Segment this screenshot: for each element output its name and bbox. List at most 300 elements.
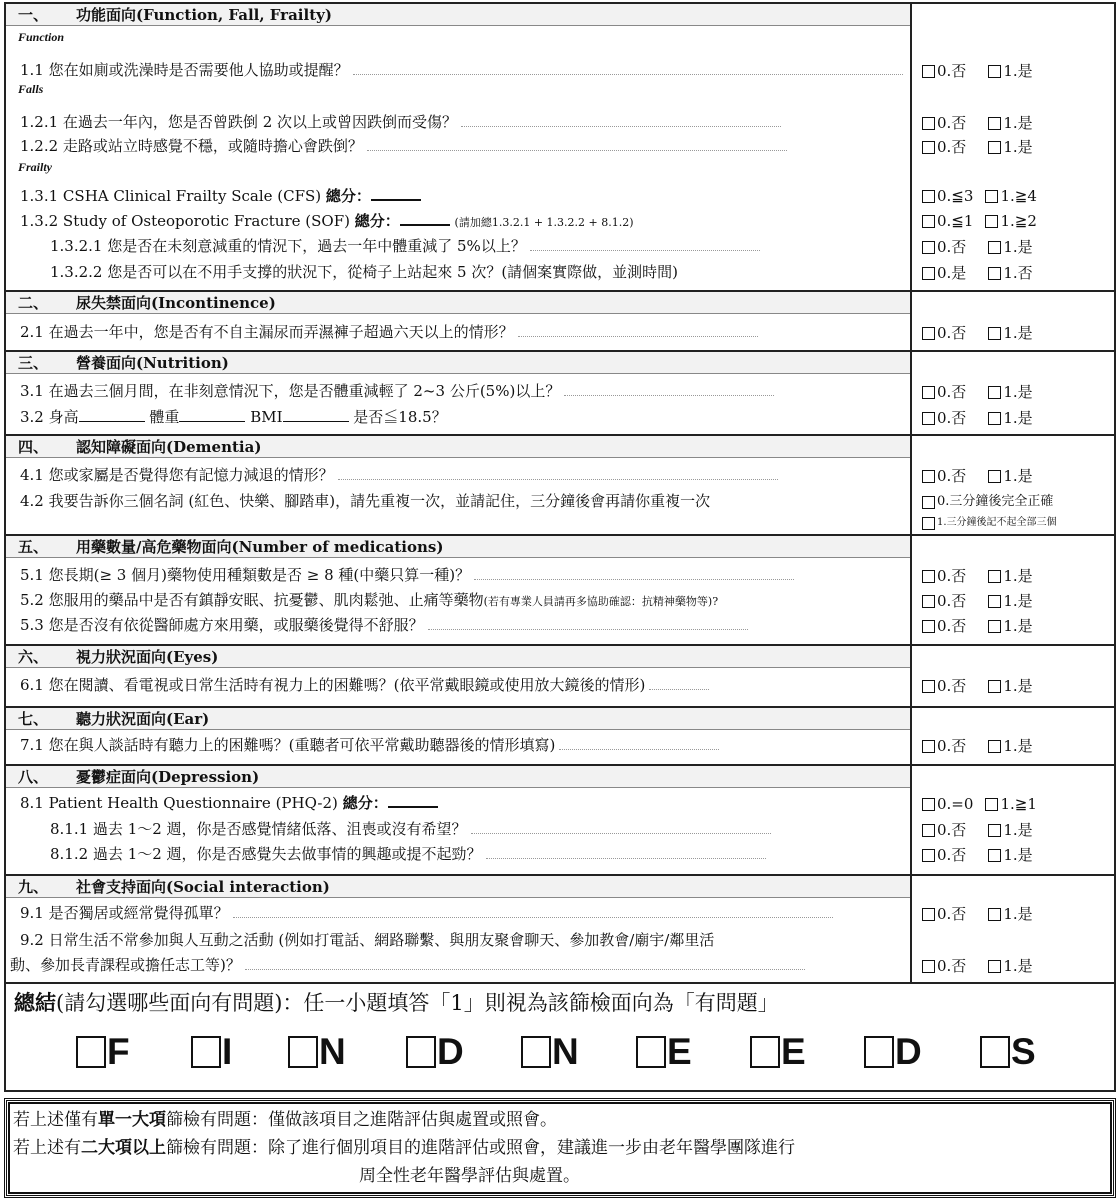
- dotted-leader: [649, 675, 709, 690]
- option-label: 1.是: [1003, 62, 1033, 80]
- note-text: 若上述僅有: [13, 1110, 98, 1130]
- section-title: 認知障礙面向(Dementia): [76, 438, 262, 456]
- checkbox[interactable]: [922, 960, 935, 973]
- section-number: 三、: [18, 354, 49, 372]
- checkbox[interactable]: [922, 570, 935, 583]
- option-no[interactable]: [922, 380, 966, 404]
- checkbox[interactable]: [988, 908, 1001, 921]
- question-text: 1.3.2.1 您是否在未刻意減重的情況下，過去一年中體重減了 5%以上？: [50, 237, 526, 255]
- option-label: 1.是: [1003, 383, 1033, 401]
- checkbox[interactable]: [922, 141, 935, 154]
- option-no[interactable]: [922, 589, 966, 613]
- option-recall-ok[interactable]: [922, 490, 1053, 514]
- checkbox[interactable]: [988, 65, 1001, 78]
- option-label: 0.≦1: [937, 212, 974, 230]
- option-label: 1.是: [1003, 467, 1033, 485]
- note-line-3: 周全性老年醫學評估與處置。: [359, 1166, 580, 1186]
- answer-2-1: [922, 321, 1055, 345]
- checkbox[interactable]: [988, 849, 1001, 862]
- note-line-1: [13, 1107, 557, 1133]
- option-label: 1.是: [1003, 905, 1033, 923]
- domain-check-f[interactable]: [76, 1032, 130, 1072]
- section-header-medications: [6, 536, 910, 558]
- option-label: 0.否: [937, 905, 967, 923]
- dotted-leader: [338, 465, 778, 480]
- option-yes[interactable]: [988, 902, 1032, 926]
- section-number: 六、: [18, 648, 49, 666]
- section-number: 五、: [18, 538, 49, 556]
- section-title: 功能面向(Function, Fall, Frailty): [76, 6, 332, 24]
- section-header-depression: [6, 766, 910, 788]
- checkbox[interactable]: [864, 1036, 894, 1068]
- question-1-2-1: [20, 110, 904, 134]
- option-no[interactable]: [922, 843, 966, 867]
- option-label: 1.是: [1003, 737, 1033, 755]
- option-recall-fail[interactable]: [922, 514, 1057, 532]
- option-label: 1.是: [1003, 567, 1033, 585]
- section-number: 一、: [18, 6, 49, 24]
- checkbox[interactable]: [922, 680, 935, 693]
- option-label: 1.≧1: [1000, 795, 1037, 813]
- checkbox[interactable]: [988, 470, 1001, 483]
- answer-5-1: [922, 564, 1055, 588]
- note-text: 篩檢有問題：僅做該項目之進階評估與處置或照會。: [166, 1110, 557, 1130]
- answer-1-2-2: [922, 135, 1055, 159]
- checkbox[interactable]: [988, 267, 1001, 280]
- checkbox[interactable]: [191, 1036, 221, 1068]
- section-ear: [6, 708, 1114, 764]
- score-blank[interactable]: [388, 794, 438, 808]
- domain-letter: D: [437, 1031, 464, 1072]
- question-9-2-cont: [10, 953, 904, 977]
- answer-4-2-fail: [922, 514, 1079, 532]
- section-header-function: [6, 4, 910, 26]
- dotted-leader: [564, 381, 774, 396]
- dotted-leader: [367, 136, 787, 151]
- column-divider: [910, 436, 912, 534]
- domain-letter: E: [667, 1031, 692, 1072]
- section-number: 二、: [18, 294, 49, 312]
- weight-label: 體重: [149, 408, 180, 426]
- question-text: 9.2 日常生活不常參加與人互動之活動 (例如打電話、網路聯繫、與朋友聚會聊天、參加教會/廟宇/鄰里活: [20, 931, 715, 949]
- option-yes[interactable]: [988, 59, 1032, 83]
- question-6-1: [20, 673, 904, 697]
- checkbox[interactable]: [985, 798, 998, 811]
- answer-6-1: [922, 674, 1055, 698]
- option-label: 0.否: [937, 957, 967, 975]
- checkbox[interactable]: [406, 1036, 436, 1068]
- checkbox[interactable]: [988, 412, 1001, 425]
- checkbox[interactable]: [985, 190, 998, 203]
- domain-letter: D: [895, 1031, 922, 1072]
- option-yes[interactable]: [988, 674, 1032, 698]
- section-title: 營養面向(Nutrition): [76, 354, 229, 372]
- question-text: 1.2.1 在過去一年內，您是否曾跌倒 2 次以上或曾因跌倒而受傷？: [20, 113, 458, 131]
- column-divider: [910, 646, 912, 706]
- column-divider: [910, 708, 912, 764]
- column-divider: [910, 292, 912, 350]
- bmi-question: 是否≦18.5？: [353, 408, 447, 426]
- option-yes[interactable]: [988, 843, 1032, 867]
- option-no[interactable]: [922, 954, 966, 978]
- guidance-note: [4, 1098, 1116, 1198]
- checkbox[interactable]: [980, 1036, 1010, 1068]
- option-label: 1.是: [1003, 114, 1033, 132]
- question-5-2: [20, 588, 904, 612]
- section-nutrition: [6, 352, 1114, 434]
- column-divider: [910, 4, 912, 290]
- answer-1-3-1: [922, 184, 1059, 208]
- option-label: 1.是: [1003, 324, 1033, 342]
- question-9-1: [20, 901, 904, 925]
- option-yes[interactable]: [988, 406, 1032, 430]
- option-label: 0.否: [937, 567, 967, 585]
- section-divider: [6, 982, 1114, 984]
- option-yes[interactable]: [988, 734, 1032, 758]
- checkbox[interactable]: [76, 1036, 106, 1068]
- section-medications: [6, 536, 1114, 644]
- option-label: 0.=0: [937, 795, 974, 813]
- section-number: 四、: [18, 438, 49, 456]
- option-label: 0.否: [937, 677, 967, 695]
- option-label: 1.是: [1003, 617, 1033, 635]
- weight-blank[interactable]: [179, 409, 245, 422]
- option-le1[interactable]: [922, 209, 973, 233]
- domain-check-n[interactable]: [288, 1032, 346, 1072]
- note-line-2: [13, 1135, 795, 1161]
- checkbox[interactable]: [922, 241, 935, 254]
- medication-note: (若有專業人員請再多協助確認：抗精神藥物等)?: [483, 595, 719, 608]
- option-label: 0.否: [937, 846, 967, 864]
- question-text: 3.1 在過去三個月間，在非刻意情況下，您是否體重減輕了 2~3 公斤(5%)以上？: [20, 382, 561, 400]
- question-5-1: [20, 563, 904, 587]
- checkbox[interactable]: [988, 740, 1001, 753]
- dotted-leader: [518, 322, 758, 337]
- dotted-leader: [245, 955, 805, 970]
- checkbox[interactable]: [922, 798, 935, 811]
- screening-form: [4, 2, 1116, 1092]
- question-1-3-1: [20, 184, 904, 208]
- column-divider: [910, 352, 912, 434]
- domain-check-n2[interactable]: [521, 1032, 579, 1072]
- option-no[interactable]: [922, 674, 966, 698]
- section-header-eyes: [6, 646, 910, 668]
- option-ge4[interactable]: [985, 184, 1036, 208]
- option-yes[interactable]: [988, 818, 1032, 842]
- checkbox[interactable]: [922, 595, 935, 608]
- checkbox[interactable]: [922, 117, 935, 130]
- answer-1-2-1: [922, 111, 1055, 135]
- question-text: 1.3.1 CSHA Clinical Frailty Scale (CFS): [20, 187, 322, 205]
- note-text: 篩檢有問題：除了進行個別項目的進階評估或照會，建議進一步由老年醫學團隊進行: [166, 1138, 795, 1158]
- checkbox[interactable]: [922, 620, 935, 633]
- domain-letter: N: [552, 1031, 579, 1072]
- dotted-leader: [461, 112, 781, 127]
- checkbox[interactable]: [922, 412, 935, 425]
- question-1-3-2-1: [50, 234, 904, 258]
- dotted-leader: [474, 565, 794, 580]
- option-label: 0.否: [937, 409, 967, 427]
- option-no[interactable]: [922, 564, 966, 588]
- question-text: 5.2 您服用的藥品中是否有鎮靜安眠、抗憂鬱、肌肉鬆弛、止痛等藥物: [20, 591, 484, 609]
- answer-4-2-ok: [922, 490, 1075, 514]
- option-no[interactable]: [922, 818, 966, 842]
- subheading-falls: Falls: [18, 82, 44, 96]
- checkbox[interactable]: [988, 241, 1001, 254]
- option-not1[interactable]: [988, 261, 1032, 285]
- option-label: 1.是: [1003, 957, 1033, 975]
- checkbox[interactable]: [922, 267, 935, 280]
- option-ge2[interactable]: [985, 209, 1036, 233]
- checkbox[interactable]: [636, 1036, 666, 1068]
- option-yes[interactable]: [988, 380, 1032, 404]
- answer-3-1: [922, 380, 1055, 404]
- checkbox[interactable]: [922, 190, 935, 203]
- summary-text: (請勾選哪些面向有問題)：任一小題填答「1」則視為該篩檢面向為「有問題」: [56, 991, 779, 1015]
- section-header-ear: [6, 708, 910, 730]
- checkbox[interactable]: [922, 824, 935, 837]
- option-label: 0.是: [937, 264, 967, 282]
- dotted-leader: [353, 60, 904, 75]
- question-text: 7.1 您在與人談話時有聽力上的困難嗎？(重聽者可依平常戴助聽器後的情形填寫): [20, 736, 556, 754]
- option-le3[interactable]: [922, 184, 973, 208]
- option-label: 1.≧2: [1000, 212, 1037, 230]
- checkbox[interactable]: [988, 327, 1001, 340]
- option-yes[interactable]: [988, 614, 1032, 638]
- checkbox[interactable]: [988, 960, 1001, 973]
- question-text: 1.3.2.2 您是否可以在不用手支撐的狀況下，從椅子上站起來 5 次？(請個案實際做，並測時間): [50, 263, 679, 281]
- question-text: 8.1.2 過去 1～2 週，你是否感覺失去做事情的興趣或提不起勁？: [50, 845, 482, 863]
- question-1-3-2-2: [50, 260, 904, 284]
- checkbox[interactable]: [922, 496, 935, 509]
- domain-check-e2[interactable]: [750, 1032, 806, 1072]
- domain-check-i[interactable]: [191, 1032, 232, 1072]
- checkbox[interactable]: [922, 908, 935, 921]
- dotted-leader: [559, 735, 719, 750]
- option-label: 0.否: [937, 592, 967, 610]
- checkbox[interactable]: [922, 849, 935, 862]
- option-yes[interactable]: [988, 464, 1032, 488]
- option-label: 0.否: [937, 467, 967, 485]
- option-label: 1.否: [1003, 264, 1033, 282]
- question-8-1-1: [50, 817, 904, 841]
- checkbox[interactable]: [988, 570, 1001, 583]
- checkbox[interactable]: [985, 215, 998, 228]
- domain-letter: S: [1011, 1031, 1036, 1072]
- option-label: 0.否: [937, 138, 967, 156]
- question-8-1: [20, 791, 904, 815]
- option-no[interactable]: [922, 235, 966, 259]
- option-yes[interactable]: [988, 954, 1032, 978]
- question-text: 1.1 您在如廁或洗澡時是否需要他人協助或提醒？: [20, 61, 349, 79]
- answer-3-2: [922, 406, 1055, 430]
- section-title: 憂鬱症面向(Depression): [76, 768, 260, 786]
- checkbox[interactable]: [922, 215, 935, 228]
- option-yes[interactable]: [988, 589, 1032, 613]
- answer-9-2: [922, 954, 1055, 978]
- score-blank[interactable]: [400, 212, 450, 226]
- section-number: 七、: [18, 710, 49, 728]
- option-yes[interactable]: [988, 235, 1032, 259]
- total-label: 總分：: [342, 794, 388, 812]
- answer-5-3: [922, 614, 1055, 638]
- answer-1-3-2-1: [922, 235, 1055, 259]
- question-text: 8.1 Patient Health Questionnaire (PHQ-2): [20, 794, 338, 812]
- question-text: 4.2 我要告訴你三個名詞 (紅色、快樂、腳踏車)，請先重複一次，並請記住，三分鐘後會再請你重複一次: [20, 492, 711, 510]
- checkbox[interactable]: [988, 824, 1001, 837]
- section-incontinence: [6, 292, 1114, 350]
- section-social: [6, 876, 1114, 982]
- checkbox[interactable]: [988, 117, 1001, 130]
- question-3-2: [20, 405, 904, 429]
- option-ge1[interactable]: [985, 792, 1036, 816]
- option-eq0[interactable]: [922, 792, 973, 816]
- domain-check-d[interactable]: [406, 1032, 464, 1072]
- option-label: 0.否: [937, 737, 967, 755]
- section-header-dementia: [6, 436, 910, 458]
- domain-check-e[interactable]: [636, 1032, 692, 1072]
- checkbox[interactable]: [988, 595, 1001, 608]
- question-3-1: [20, 379, 904, 403]
- dotted-leader: [486, 844, 766, 859]
- section-title: 聽力狀況面向(Ear): [76, 710, 210, 728]
- option-no[interactable]: [922, 59, 966, 83]
- section-eyes: [6, 646, 1114, 706]
- question-4-1: [20, 463, 904, 487]
- answer-1-3-2-2: [922, 261, 1055, 285]
- option-label: 0.否: [937, 324, 967, 342]
- dotted-leader: [530, 236, 760, 251]
- option-label: 1.是: [1003, 821, 1033, 839]
- section-header-nutrition: [6, 352, 910, 374]
- total-label: 總分：: [354, 212, 400, 230]
- section-title: 社會支持面向(Social interaction): [76, 878, 330, 896]
- option-label: 1.≧4: [1000, 187, 1037, 205]
- option-label: 0.否: [937, 62, 967, 80]
- answer-5-2: [922, 589, 1055, 613]
- question-5-3: [20, 613, 904, 637]
- answer-8-1: [922, 792, 1059, 816]
- checkbox[interactable]: [988, 141, 1001, 154]
- answer-1-1: [922, 59, 1055, 83]
- option-yes[interactable]: [988, 321, 1032, 345]
- option-no[interactable]: [922, 614, 966, 638]
- section-depression: [6, 766, 1114, 874]
- section-header-social: [6, 876, 910, 898]
- option-label: 1.三分鐘後記不起全部三個: [937, 517, 1057, 528]
- checkbox[interactable]: [922, 327, 935, 340]
- checkbox[interactable]: [922, 470, 935, 483]
- bmi-label: BMI: [250, 408, 283, 426]
- section-header-incontinence: [6, 292, 910, 314]
- option-no[interactable]: [922, 464, 966, 488]
- checkbox[interactable]: [521, 1036, 551, 1068]
- checkbox[interactable]: [988, 680, 1001, 693]
- checkbox[interactable]: [922, 740, 935, 753]
- option-is0[interactable]: [922, 261, 966, 285]
- question-8-1-2: [50, 842, 904, 866]
- domain-check-d2[interactable]: [864, 1032, 922, 1072]
- note-emphasis: 單一大項: [98, 1110, 166, 1130]
- option-label: 0.否: [937, 383, 967, 401]
- note-text: 若上述有: [13, 1138, 81, 1158]
- option-label: 1.是: [1003, 677, 1033, 695]
- option-label: 0.否: [937, 617, 967, 635]
- option-no[interactable]: [922, 734, 966, 758]
- option-no[interactable]: [922, 406, 966, 430]
- question-text: 4.1 您或家屬是否覺得您有記憶力減退的情形？: [20, 466, 334, 484]
- section-number: 九、: [18, 878, 49, 896]
- checkbox[interactable]: [988, 386, 1001, 399]
- domain-letter: E: [781, 1031, 806, 1072]
- option-label: 1.是: [1003, 138, 1033, 156]
- question-text: 9.1 是否獨居或經常覺得孤單？: [20, 904, 229, 922]
- option-label: 1.是: [1003, 592, 1033, 610]
- section-title: 尿失禁面向(Incontinence): [76, 294, 276, 312]
- question-text: 8.1.1 過去 1～2 週，你是否感覺情緒低落、沮喪或沒有希望？: [50, 820, 467, 838]
- question-text: 動、參加長青課程或擔任志工等)？: [10, 956, 241, 974]
- checkbox[interactable]: [922, 386, 935, 399]
- option-no[interactable]: [922, 135, 966, 159]
- question-text: 1.2.2 走路或站立時感覺不穩，或隨時擔心會跌倒？: [20, 137, 363, 155]
- height-blank[interactable]: [79, 409, 145, 422]
- checkbox[interactable]: [922, 517, 935, 530]
- score-blank[interactable]: [371, 187, 421, 201]
- checkbox[interactable]: [922, 65, 935, 78]
- answer-8-1-1: [922, 818, 1055, 842]
- summary-line: [14, 987, 779, 1017]
- question-4-2: [20, 489, 904, 513]
- option-label: 1.是: [1003, 846, 1033, 864]
- question-text: 5.3 您是否沒有依從醫師處方來用藥，或服藥後覺得不舒服？: [20, 616, 424, 634]
- option-no[interactable]: [922, 321, 966, 345]
- question-text: 5.1 您長期(≥ 3 個月)藥物使用種類數是否 ≥ 8 種(中藥只算一種)？: [20, 566, 471, 584]
- dotted-leader: [471, 819, 771, 834]
- option-label: 0.≦3: [937, 187, 974, 205]
- option-no[interactable]: [922, 111, 966, 135]
- answer-9-1: [922, 902, 1055, 926]
- question-7-1: [20, 733, 904, 757]
- question-1-2-2: [20, 134, 904, 158]
- bmi-blank[interactable]: [283, 409, 349, 422]
- question-2-1: [20, 320, 904, 344]
- question-text: 2.1 在過去一年中，您是否有不自主漏尿而弄濕褲子超過六天以上的情形？: [20, 323, 514, 341]
- option-label: 0.三分鐘後完全正確: [937, 494, 1054, 509]
- checkbox[interactable]: [288, 1036, 318, 1068]
- checkbox[interactable]: [988, 620, 1001, 633]
- question-text: 6.1 您在閱讀、看電視或日常生活時有視力上的困難嗎？(依平常戴眼鏡或使用放大鏡後的情形): [20, 676, 646, 694]
- option-yes[interactable]: [988, 135, 1032, 159]
- question-1-1: [20, 58, 904, 82]
- domain-check-s[interactable]: [980, 1032, 1036, 1072]
- summary-lead: 總結: [14, 990, 56, 1015]
- option-no[interactable]: [922, 902, 966, 926]
- height-label: 3.2 身高: [20, 408, 79, 426]
- answer-4-1: [922, 464, 1055, 488]
- section-function: [6, 4, 1114, 290]
- option-label: 1.是: [1003, 409, 1033, 427]
- option-label: 0.否: [937, 114, 967, 132]
- section-dementia: [6, 436, 1114, 534]
- question-text: 1.3.2 Study of Osteoporotic Fracture (SOF): [20, 212, 350, 230]
- checkbox[interactable]: [750, 1036, 780, 1068]
- option-yes[interactable]: [988, 111, 1032, 135]
- domain-checkboxes: [76, 1032, 1076, 1082]
- sum-note: (請加總1.3.2.1 + 1.3.2.2 + 8.1.2): [454, 216, 634, 229]
- option-label: 0.否: [937, 821, 967, 839]
- option-yes[interactable]: [988, 564, 1032, 588]
- option-label: 0.否: [937, 238, 967, 256]
